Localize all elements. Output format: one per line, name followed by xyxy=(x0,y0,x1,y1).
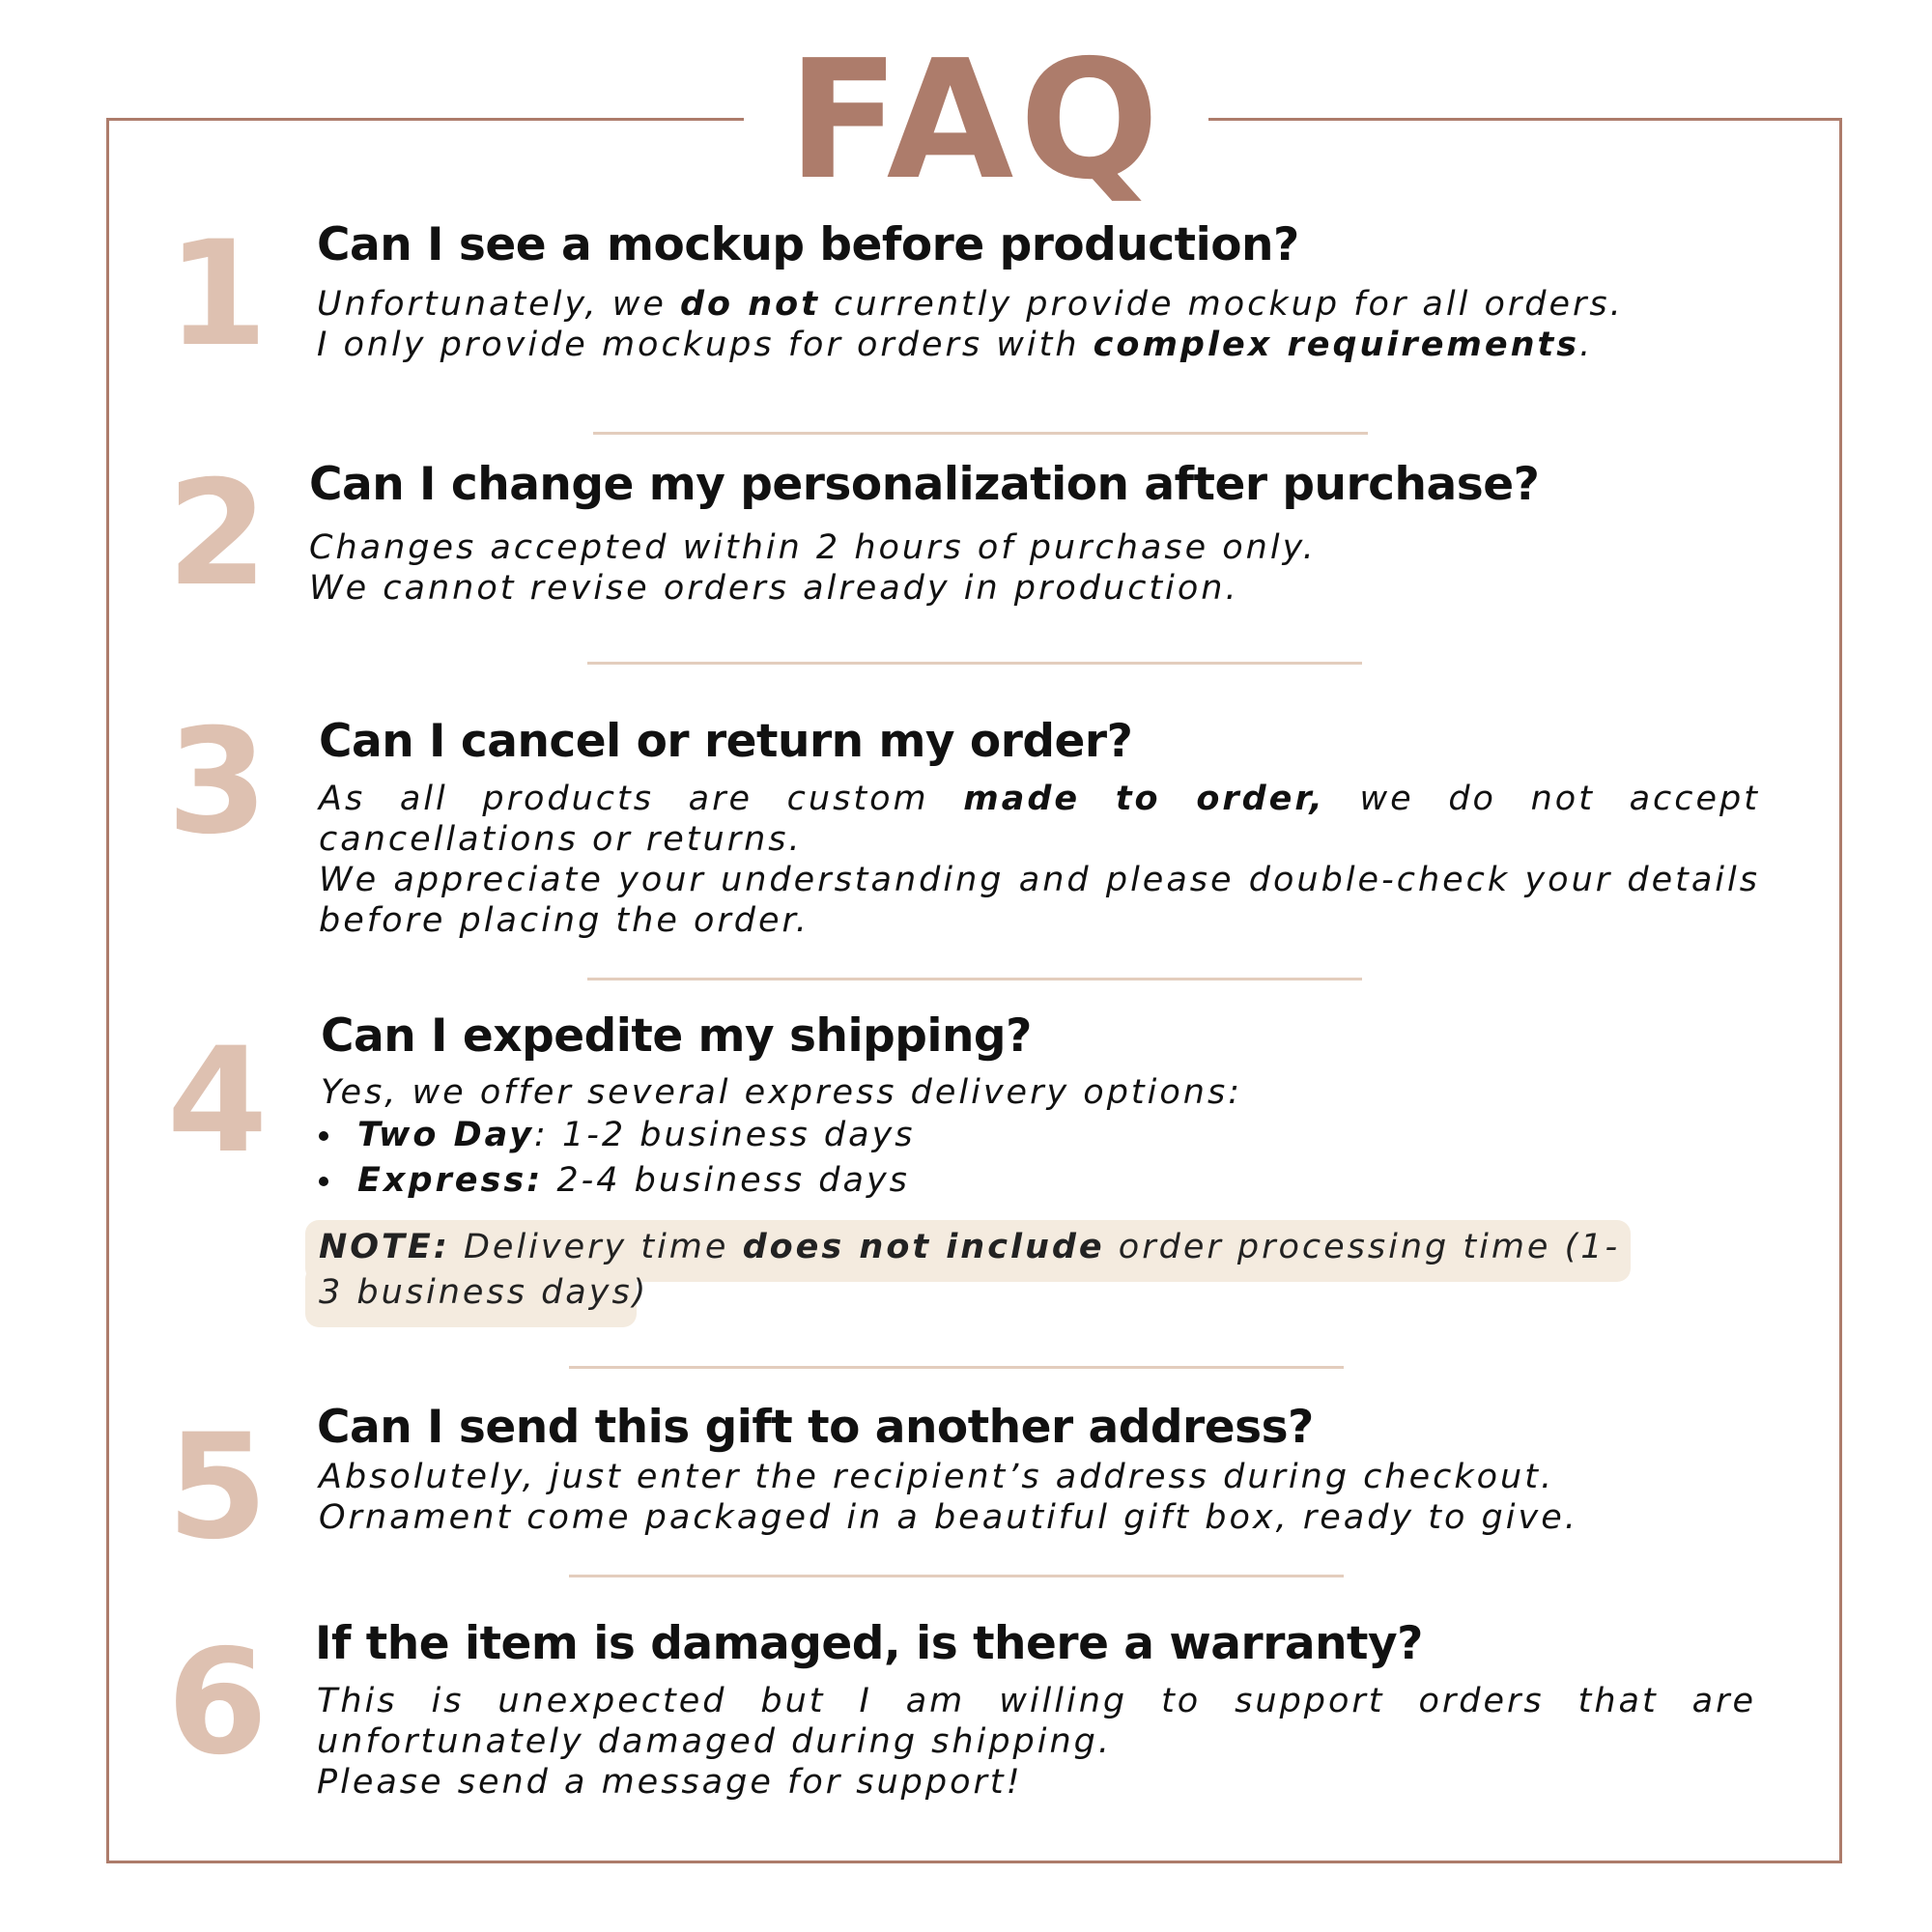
faq-question-5: Can I send this gift to another address? xyxy=(317,1401,1314,1454)
faq-answer-6: This is unexpected but I am willing to support orders that are unfortunately damaged during shipping. Please send a message for support! xyxy=(317,1682,1756,1802)
divider-2 xyxy=(587,662,1362,665)
list-item: Express: 2-4 business days xyxy=(319,1158,916,1204)
bullet-icon xyxy=(319,1131,328,1141)
divider-1 xyxy=(593,432,1368,435)
faq-number-4: 4 xyxy=(166,1017,269,1185)
frame-top-line-left xyxy=(106,118,744,121)
shipping-options-list xyxy=(319,1113,916,1204)
faq-question-6: If the item is damaged, is there a warranty? xyxy=(315,1617,1423,1670)
faq-question-2: Can I change my personalization after purchase? xyxy=(309,458,1540,511)
faq-question-1: Can I see a mockup before production? xyxy=(317,218,1299,271)
faq-frame xyxy=(106,119,1842,1863)
faq-answer-3: As all products are custom made to order, we do not accept cancellations or returns. We appreciate your understanding and please double-check your details before placing the order. xyxy=(319,780,1760,940)
faq-number-1: 1 xyxy=(166,211,269,379)
faq-answer-1: Unfortunately, we do not currently provide mockup for all orders. I only provide mockups for orders with complex requirements. xyxy=(317,285,1624,364)
shipping-note: NOTE: Delivery time does not include order processing time (1-3 business days) xyxy=(319,1228,1621,1312)
faq-number-5: 5 xyxy=(166,1404,269,1572)
frame-top-line-right xyxy=(1208,118,1842,121)
divider-5 xyxy=(569,1575,1344,1577)
faq-number-2: 2 xyxy=(166,450,269,618)
faq-question-4: Can I expedite my shipping? xyxy=(321,1009,1032,1063)
faq-number-6: 6 xyxy=(166,1619,269,1787)
faq-answer-4-intro: Yes, we offer several express delivery options: xyxy=(321,1073,1242,1112)
divider-4 xyxy=(569,1366,1344,1369)
faq-answer-5: Absolutely, just enter the recipient’s address during checkout. Ornament come packaged in a beautiful gift box, ready to give. xyxy=(319,1458,1578,1537)
page-title: FAQ xyxy=(787,25,1165,216)
list-item: Two Day: 1-2 business days xyxy=(319,1113,916,1158)
bullet-icon xyxy=(319,1177,328,1186)
faq-question-3: Can I cancel or return my order? xyxy=(319,715,1133,768)
divider-3 xyxy=(587,978,1362,980)
faq-answer-2: Changes accepted within 2 hours of purchase only. We cannot revise orders already in production. xyxy=(309,528,1317,608)
faq-number-3: 3 xyxy=(166,698,269,867)
